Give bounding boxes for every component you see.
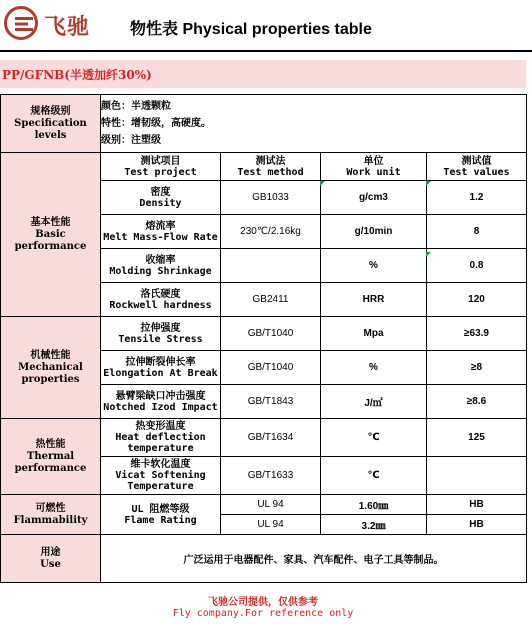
row-unit: % (321, 351, 427, 385)
category-thermal-en-1: Thermal (26, 450, 75, 462)
row-value: 1.2 (427, 181, 527, 215)
use-text: 广泛运用于电器配件、家具、汽车配件、电子工具等制品。 (101, 535, 527, 583)
row-method (221, 249, 321, 283)
category-mechanical-en-2: properties (21, 373, 80, 385)
row-value: 125 (427, 419, 527, 457)
footer-note-en: Fly company.For reference only (172, 608, 354, 619)
col-header-method (221, 153, 321, 181)
category-use-en: Use (40, 558, 61, 570)
spec-row (1, 95, 527, 153)
page-title: 物性表 Physical properties table (130, 21, 372, 38)
row-unit: ℃ (321, 419, 427, 457)
row-item-en: Melt Mass-Flow Rate (103, 231, 218, 243)
row-item-en: Notched Izod Impact (103, 401, 218, 413)
category-mechanical-cn: 机械性能 (30, 349, 71, 361)
row-item-cn: 收缩率 (145, 254, 176, 266)
flammability-item-en: Flame Rating (124, 514, 197, 526)
flammability-row-1 (1, 495, 527, 515)
logo-e-icon (15, 17, 33, 31)
category-use-cn: 用途 (40, 546, 61, 558)
row-method: GB/T1633 (221, 457, 321, 495)
row-value: ≥8.6 (427, 385, 527, 419)
category-mechanical-en-1: Mechanical (18, 361, 83, 373)
col-header-unit (321, 153, 427, 181)
row-value: ≥63.9 (427, 317, 527, 351)
row-value (427, 457, 527, 495)
spec-details (101, 95, 527, 153)
spec-feature: 特性：增韧级，高硬度。 (101, 118, 211, 129)
properties-table (0, 94, 527, 583)
row-value: 120 (427, 283, 527, 317)
category-basic (1, 153, 101, 317)
row-method: 230℃/2.16kg (221, 215, 321, 249)
row-item-cn: 拉伸强度 (140, 322, 181, 334)
spec-label-en-1: Specification (14, 117, 87, 129)
row-unit: Mpa (321, 317, 427, 351)
footer-note-cn: 飞驰公司提供，仅供参考 (208, 597, 318, 608)
category-basic-en-1: Basic (35, 228, 66, 240)
comment-marker-icon (426, 181, 431, 186)
col-header-value-cn: 测试值 (461, 155, 492, 167)
row-method: GB/T1040 (221, 351, 321, 385)
row-unit: g/10min (321, 215, 427, 249)
category-mechanical (1, 317, 101, 419)
row-item-cn: 维卡软化温度 (130, 459, 191, 470)
row-method: GB/T1634 (221, 419, 321, 457)
table-row (1, 317, 527, 351)
col-header-item (101, 153, 221, 181)
col-header-item-cn: 测试项目 (140, 155, 181, 167)
row-item (101, 385, 221, 419)
table-row (1, 419, 527, 457)
row-item-en: Heat deflection temperature (115, 432, 206, 454)
row-item-en: Tensile Stress (118, 333, 203, 345)
category-thermal (1, 419, 101, 495)
row-item-en: Density (139, 197, 182, 209)
category-thermal-cn: 热性能 (35, 438, 66, 450)
row-unit: 3.2㎜ (321, 515, 427, 535)
row-method: GB1033 (221, 181, 321, 215)
col-header-item-en: Test project (124, 166, 197, 178)
row-unit: J/㎡ (321, 385, 427, 419)
row-item-en: Vicat Softening Temperature (115, 470, 206, 492)
row-unit: % (321, 249, 427, 283)
row-value: 8 (427, 215, 527, 249)
spec-label-cn: 规格级别 (30, 105, 71, 117)
row-item-cn: 拉伸断裂伸长率 (125, 356, 196, 368)
row-unit: ℃ (321, 457, 427, 495)
row-item-cn: 悬臂梁缺口冲击强度 (115, 390, 206, 402)
col-header-value-en: Test values (443, 166, 510, 178)
col-header-unit-en: Work unit (346, 166, 401, 178)
row-item-cn: 洛氏硬度 (140, 288, 181, 300)
row-item (101, 351, 221, 385)
logo-ring-icon (4, 6, 38, 40)
row-item (101, 215, 221, 249)
row-item (101, 283, 221, 317)
category-flammability-cn: 可燃性 (35, 502, 66, 514)
flammability-item (101, 495, 221, 535)
row-value: 0.8 (427, 249, 527, 283)
comment-marker-icon (426, 252, 431, 257)
company-logo (4, 6, 96, 40)
row-item (101, 249, 221, 283)
row-item-cn: 熔流率 (145, 220, 176, 232)
row-value: HB (427, 515, 527, 535)
spec-label-cell (1, 95, 101, 153)
category-thermal-en-2: performance (14, 462, 87, 474)
category-basic-en-2: performance (14, 240, 87, 252)
header-divider (0, 50, 532, 52)
row-method: GB/T1040 (221, 317, 321, 351)
col-header-method-cn: 测试法 (255, 155, 286, 167)
category-flammability (1, 495, 101, 535)
column-header-row (1, 153, 527, 181)
row-method: GB2411 (221, 283, 321, 317)
row-item-en: Elongation At Break (103, 367, 218, 379)
row-item-en: Molding Shrinkage (109, 265, 212, 277)
logo-text: 飞驰 (44, 14, 91, 40)
row-item (101, 457, 221, 495)
row-method: UL 94 (221, 495, 321, 515)
row-method: GB/T1843 (221, 385, 321, 419)
row-value: HB (427, 495, 527, 515)
row-unit: g/cm3 (321, 181, 427, 215)
row-item (101, 317, 221, 351)
row-item-en: Rockwell hardness (109, 299, 212, 311)
spec-level: 级别：注塑级 (101, 135, 161, 146)
spec-color: 颜色：半透颗粒 (101, 101, 171, 112)
row-unit: 1.60㎜ (321, 495, 427, 515)
spec-label-en-2: levels (34, 129, 67, 141)
col-header-value (427, 153, 527, 181)
row-item (101, 419, 221, 457)
category-basic-cn: 基本性能 (30, 216, 71, 228)
category-use (1, 535, 101, 583)
category-flammability-en: Flammability (13, 514, 88, 526)
flammability-item-cn: UL 阻燃等级 (131, 503, 190, 515)
grade-name: PP/GFNB(半透加纤30%) (2, 68, 152, 82)
row-unit: HRR (321, 283, 427, 317)
col-header-method-en: Test method (237, 166, 304, 178)
row-item-cn: 密度 (150, 186, 171, 198)
use-row (1, 535, 527, 583)
row-item-cn: 热变形温度 (135, 421, 186, 432)
row-value: ≥8 (427, 351, 527, 385)
col-header-unit-cn: 单位 (363, 155, 384, 167)
row-item (101, 181, 221, 215)
comment-marker-icon (320, 181, 325, 186)
row-method: UL 94 (221, 515, 321, 535)
